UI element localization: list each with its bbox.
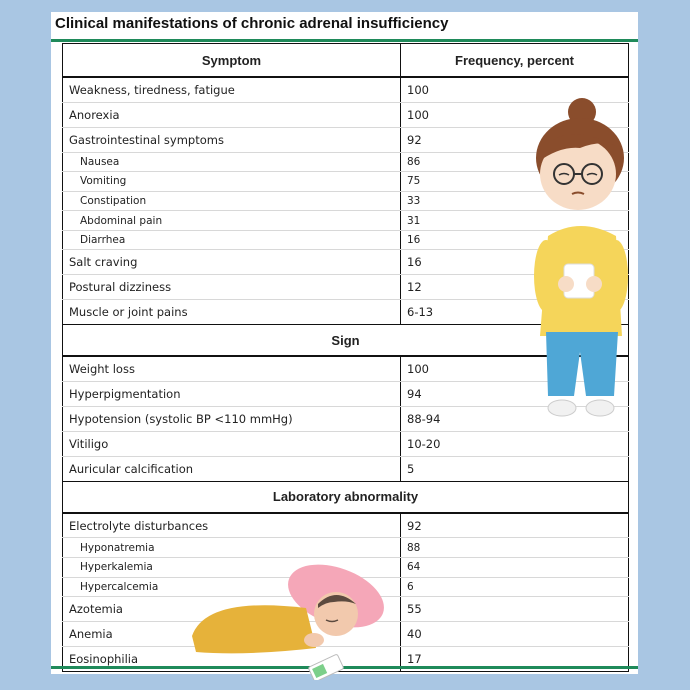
row-label: Vomiting — [63, 172, 401, 192]
row-frequency: 64 — [401, 558, 629, 578]
row-label: Azotemia — [63, 597, 401, 622]
row-label: Hypotension (systolic BP <110 mmHg) — [63, 406, 401, 431]
row-label: Abdominal pain — [63, 211, 401, 231]
girl-with-mug-illustration — [520, 96, 640, 426]
row-label: Constipation — [63, 191, 401, 211]
row-label: Auricular calcification — [63, 456, 401, 481]
row-frequency: 75 — [401, 172, 629, 192]
row-label: Electrolyte disturbances — [63, 513, 401, 538]
sign-heading: Sign — [63, 325, 629, 357]
row-frequency: 92 — [401, 513, 629, 538]
row-label: Weakness, tiredness, fatigue — [63, 77, 401, 102]
row-frequency: 10-20 — [401, 431, 629, 456]
page-title: Clinical manifestations of chronic adrenal insufficiency — [55, 15, 449, 32]
row-frequency: 5 — [401, 456, 629, 481]
row-label: Postural dizziness — [63, 275, 401, 300]
table-row — [63, 513, 629, 538]
table-row — [63, 431, 629, 456]
row-frequency: 16 — [401, 230, 629, 250]
row-frequency: 6-13 — [401, 300, 629, 325]
table-row — [63, 538, 629, 558]
row-label: Eosinophilia — [63, 647, 401, 672]
row-frequency: 6 — [401, 577, 629, 597]
row-label: Weight loss — [63, 356, 401, 381]
row-label: Nausea — [63, 152, 401, 172]
row-label: Salt craving — [63, 250, 401, 275]
row-frequency: 88 — [401, 538, 629, 558]
row-label: Hyperpigmentation — [63, 381, 401, 406]
title-divider — [51, 39, 638, 42]
row-label: Muscle or joint pains — [63, 300, 401, 325]
row-frequency: 40 — [401, 622, 629, 647]
row-frequency: 94 — [401, 381, 629, 406]
row-frequency: 100 — [401, 356, 629, 381]
row-label: Hyponatremia — [63, 538, 401, 558]
lab-heading: Laboratory abnormality — [63, 481, 629, 513]
row-frequency: 92 — [401, 127, 629, 152]
row-frequency: 100 — [401, 77, 629, 102]
sleeping-person-illustration — [186, 556, 396, 680]
row-frequency: 12 — [401, 275, 629, 300]
row-frequency: 100 — [401, 102, 629, 127]
row-frequency: 86 — [401, 152, 629, 172]
symptom-column-header: Symptom — [63, 44, 401, 78]
row-frequency: 31 — [401, 211, 629, 231]
row-label: Vitiligo — [63, 431, 401, 456]
row-frequency: 33 — [401, 191, 629, 211]
row-label: Gastrointestinal symptoms — [63, 127, 401, 152]
frequency-column-header: Frequency, percent — [401, 44, 629, 78]
row-frequency: 17 — [401, 647, 629, 672]
table-row — [63, 456, 629, 481]
row-label: Diarrhea — [63, 230, 401, 250]
row-label: Anorexia — [63, 102, 401, 127]
row-frequency: 16 — [401, 250, 629, 275]
row-label: Hyperkalemia — [63, 558, 401, 578]
row-label: Anemia — [63, 622, 401, 647]
row-label: Hypercalcemia — [63, 577, 401, 597]
row-frequency: 88-94 — [401, 406, 629, 431]
row-frequency: 55 — [401, 597, 629, 622]
lab-heading-section — [63, 481, 629, 513]
